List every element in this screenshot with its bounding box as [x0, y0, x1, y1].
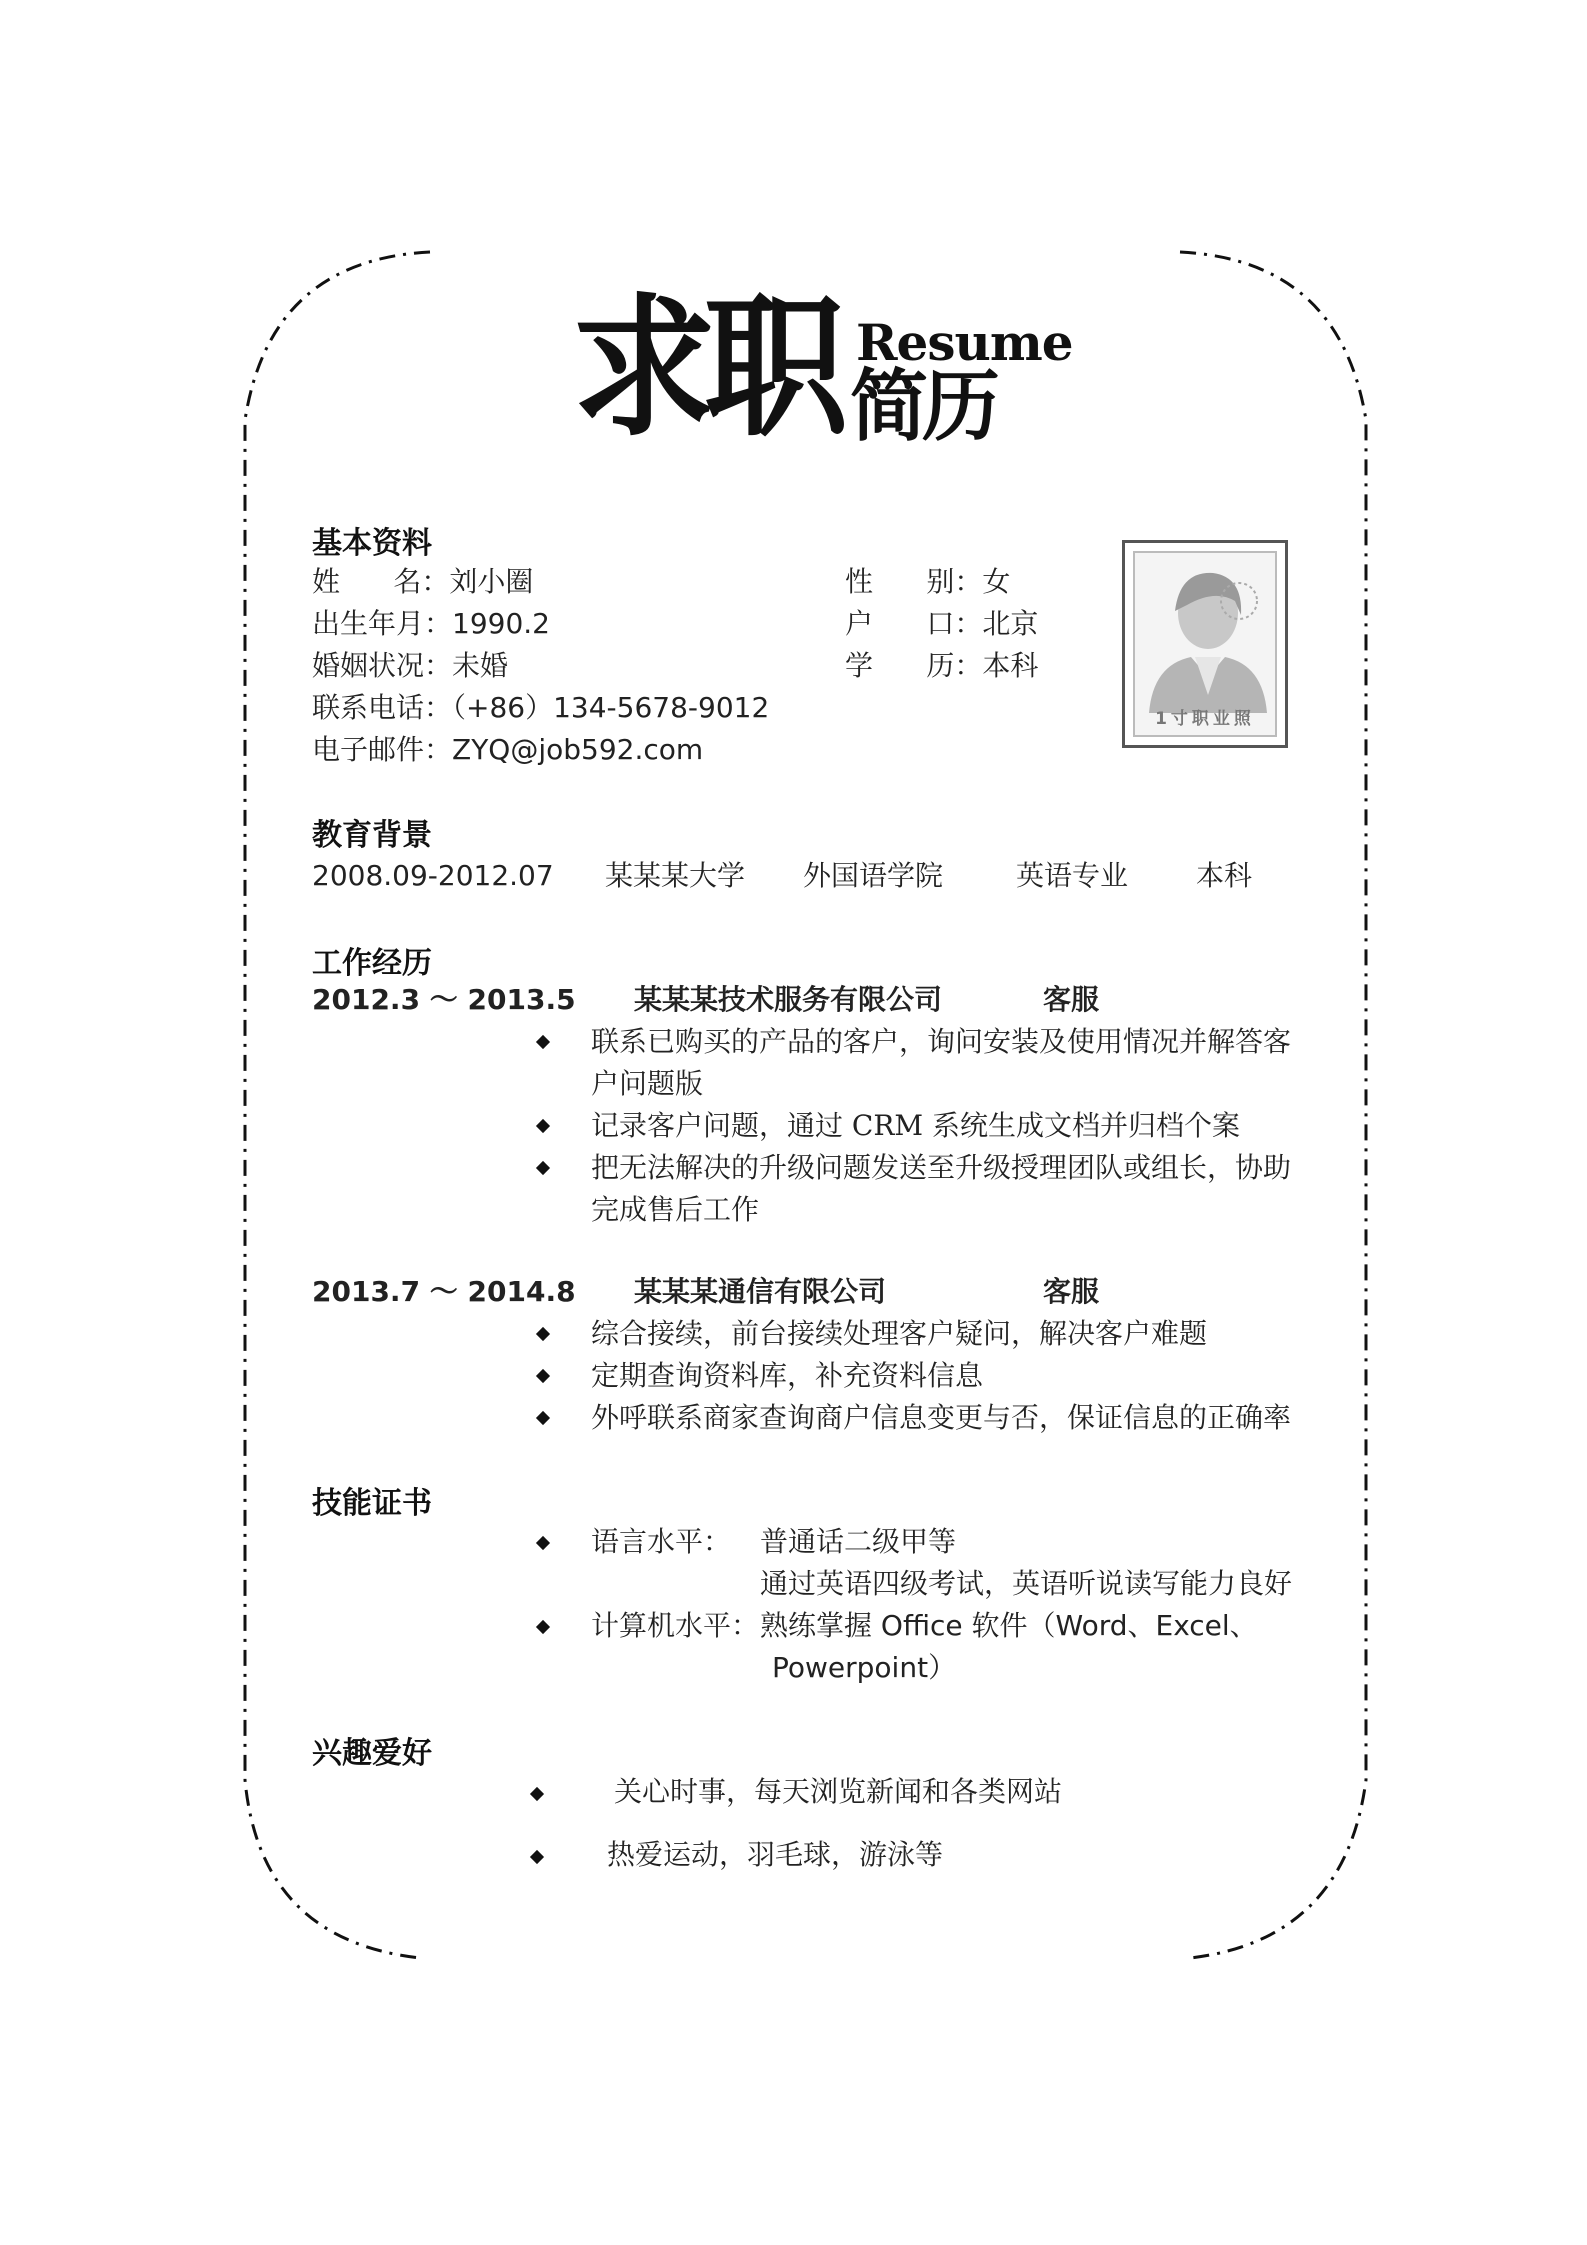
- photo-label: 1寸职业照: [1155, 709, 1255, 729]
- gender-row: [845, 562, 1010, 602]
- email-row: [312, 730, 703, 770]
- education-degree: 本科: [1196, 859, 1253, 892]
- hobby-1: 关心时事，每天浏览新闻和各类网站: [614, 1775, 1063, 1808]
- education-heading: 教育背景: [312, 818, 432, 853]
- birth-value: 1990.2: [452, 607, 550, 640]
- computer-label: 计算机水平：: [591, 1609, 760, 1642]
- language-skill-1: 普通话二级甲等: [760, 1525, 957, 1558]
- education-level-value: 本科: [982, 649, 1039, 682]
- job-2-duty-3: 外呼联系商家查询商户信息变更与否，保证信息的正确率: [591, 1401, 1292, 1434]
- resume-title-main: 求职: [572, 278, 837, 458]
- education-level-label: 学 历：: [845, 649, 983, 682]
- profile-photo-placeholder: [1122, 540, 1288, 748]
- job-2-period: 2013.7 ～ 2014.8: [312, 1275, 576, 1308]
- job-1-duty-1: 联系已购买的产品的客户，询问安装及使用情况并解答客: [591, 1025, 1292, 1058]
- education-major: 英语专业: [1016, 859, 1129, 892]
- job-1-company: 某某某技术服务有限公司: [634, 983, 943, 1016]
- education-period: 2008.09-2012.07: [312, 859, 554, 892]
- name-row: [312, 562, 533, 602]
- phone-label: 联系电话：: [312, 691, 453, 724]
- birth-label: 出生年月：: [312, 607, 453, 640]
- skills-heading: 技能证书: [312, 1486, 432, 1521]
- job-1-period: 2012.3 ～ 2013.5: [312, 983, 576, 1016]
- resume-title-sub: 简历: [850, 362, 995, 452]
- education-level-row: [845, 646, 1038, 686]
- photo-frame: [1133, 551, 1277, 737]
- hukou-row: [845, 604, 1038, 644]
- hobbies-heading: 兴趣爱好: [312, 1736, 432, 1771]
- language-skill-2: 通过英语四级考试，英语听说读写能力良好: [760, 1567, 1293, 1600]
- hukou-label: 户 口：: [845, 607, 983, 640]
- job-1-duty-3-cont: 完成售后工作: [591, 1193, 760, 1226]
- language-label: 语言水平：: [591, 1525, 732, 1558]
- job-2-duty-2: 定期查询资料库，补充资料信息: [591, 1359, 984, 1392]
- email-value: ZYQ@job592.com: [452, 733, 704, 766]
- email-label: 电子邮件：: [312, 733, 453, 766]
- marital-row: [312, 646, 508, 686]
- frame-top-left-arc: [245, 252, 430, 1958]
- education-school: 某某某大学: [605, 859, 746, 892]
- frame-top-right-arc: [1180, 252, 1366, 1958]
- marital-label: 婚姻状况：: [312, 649, 453, 682]
- job-1-duty-3: 把无法解决的升级问题发送至升级授理团队或组长，协助: [591, 1151, 1292, 1184]
- resume-title-english: Resume: [856, 313, 1073, 372]
- phone-row: [312, 688, 769, 728]
- job-2-duty-1: 综合接续，前台接续处理客户疑问，解决客户难题: [591, 1317, 1208, 1350]
- job-2-role: 客服: [1043, 1275, 1100, 1308]
- hukou-value: 北京: [982, 607, 1039, 640]
- name-value: 刘小圈: [449, 565, 534, 598]
- job-1-duty-2: 记录客户问题，通过 CRM 系统生成文档并归档个案: [591, 1109, 1240, 1142]
- birth-row: [312, 604, 550, 644]
- gender-label: 性 别：: [845, 565, 983, 598]
- marital-value: 未婚: [452, 649, 509, 682]
- computer-skill-1: 熟练掌握 Office 软件（Word、Excel、: [760, 1609, 1258, 1642]
- phone-value: （+86）134-5678-9012: [452, 691, 770, 724]
- education-college: 外国语学院: [803, 859, 944, 892]
- name-label: 姓 名：: [312, 565, 450, 598]
- job-1-role: 客服: [1043, 983, 1100, 1016]
- computer-skill-2: Powerpoint）: [772, 1651, 957, 1684]
- job-1-duty-1-cont: 户问题版: [591, 1067, 704, 1100]
- hobby-2: 热爱运动，羽毛球，游泳等: [607, 1838, 944, 1871]
- work-heading: 工作经历: [312, 946, 432, 981]
- job-2-company: 某某某通信有限公司: [634, 1275, 887, 1308]
- basic-info-heading: 基本资料: [312, 526, 432, 561]
- gender-value: 女: [982, 565, 1011, 598]
